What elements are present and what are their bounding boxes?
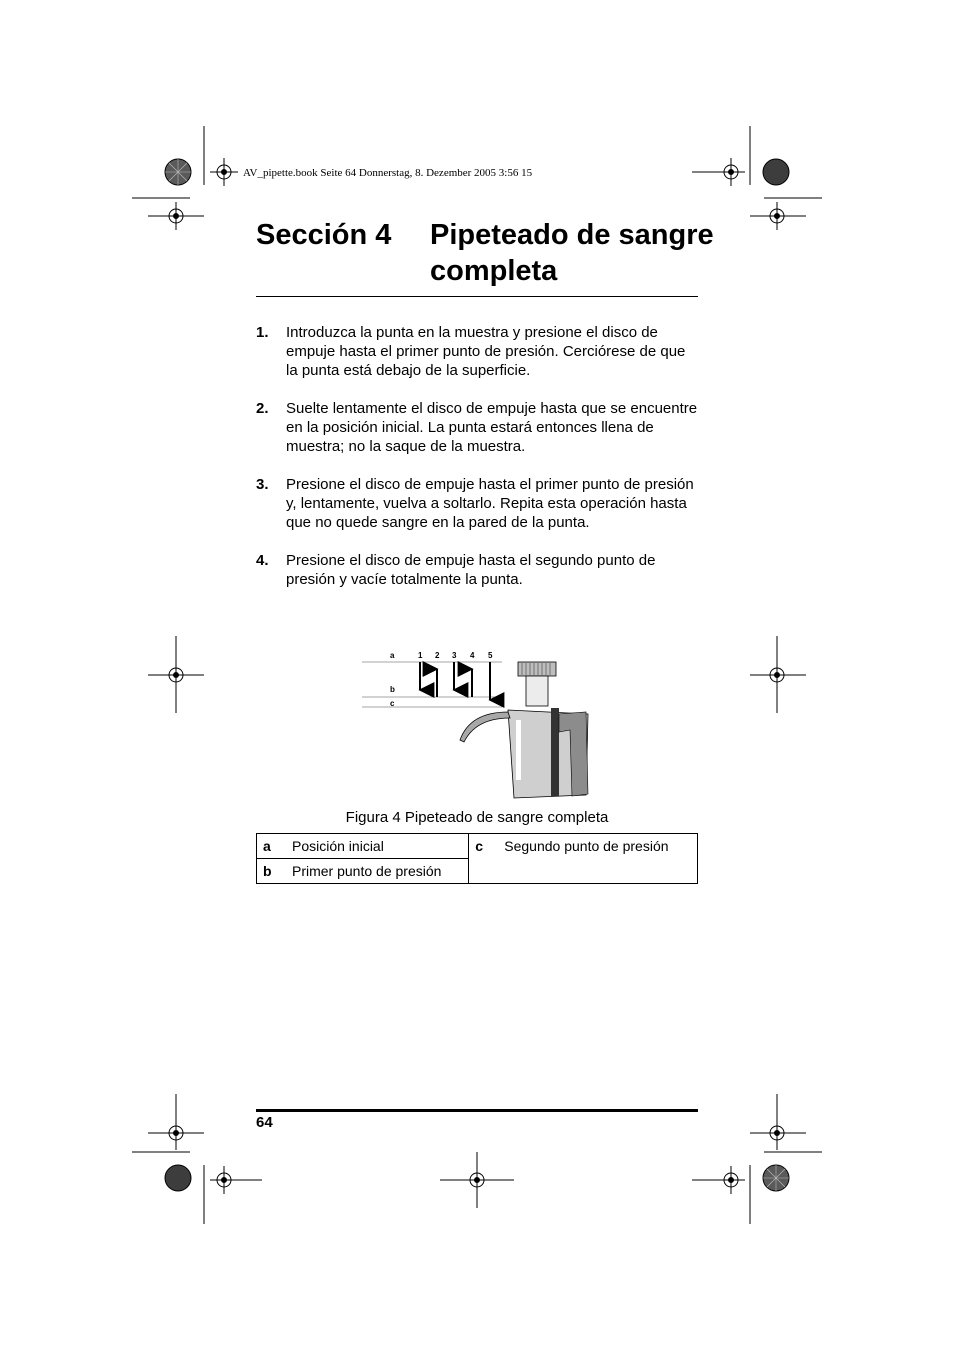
legend-key: a [263, 838, 271, 854]
pipette-icon [460, 662, 588, 798]
arrow-label-4: 4 [470, 651, 475, 660]
title-rule [256, 296, 698, 297]
footer-rule [256, 1109, 698, 1112]
step-number: 3. [256, 476, 269, 493]
legend-label: Posición inicial [292, 838, 384, 854]
step-number: 4. [256, 552, 269, 569]
step-text: Presione el disco de empuje hasta el segundo punto de presión y vacíe totalmente la punta. [286, 552, 656, 588]
legend-cell [257, 834, 469, 859]
arrow-label-5: 5 [488, 651, 493, 660]
legend-label: Primer punto de presión [292, 863, 442, 879]
step-text: Presione el disco de empuje hasta el primer punto de presión y, lentamente, vuelva a soltarlo. Repita esta operación hasta que no quede sangre en la pared de la punta. [286, 476, 694, 531]
step-text: Suelte lentamente el disco de empuje hasta que se encuentre en la posición inicial. La punta estará entonces llena de muestra; no la saque de la muestra. [286, 400, 698, 455]
legend-cell [469, 834, 698, 884]
list-item [256, 323, 698, 380]
arrow-label-2: 2 [435, 651, 440, 660]
arrow-label-1: 1 [418, 651, 423, 660]
legend-key: c [475, 838, 484, 854]
list-item [256, 399, 698, 456]
step-number: 2. [256, 400, 269, 417]
legend-key: b [263, 863, 272, 879]
print-slug: AV_pipette.book Seite 64 Donnerstag, 8. Dezember 2005 3:56 15 [243, 167, 533, 179]
figure-caption: Figura 4 Pipeteado de sangre completa [345, 809, 609, 826]
list-item [256, 551, 698, 589]
legend-label: Segundo punto de presión [504, 838, 669, 854]
figure-legend-table [256, 833, 698, 884]
list-item [256, 475, 698, 532]
table-row [257, 834, 698, 859]
steps-list [256, 323, 698, 608]
level-label-a: a [390, 651, 395, 660]
section-title: Pipeteado de sangre completa [430, 219, 714, 287]
step-number: 1. [256, 324, 269, 341]
legend-cell [257, 859, 469, 884]
level-label-b: b [390, 685, 395, 694]
pipette-diagram [360, 640, 600, 805]
arrow-label-3: 3 [452, 651, 457, 660]
step-text: Introduzca la punta en la muestra y presione el disco de empuje hasta el primer punto de presión. Cerciórese de que la punta está debajo de la superficie. [286, 324, 686, 379]
page-number: 64 [256, 1114, 273, 1131]
level-label-c: c [390, 699, 395, 708]
section-number: Sección 4 [256, 219, 392, 251]
